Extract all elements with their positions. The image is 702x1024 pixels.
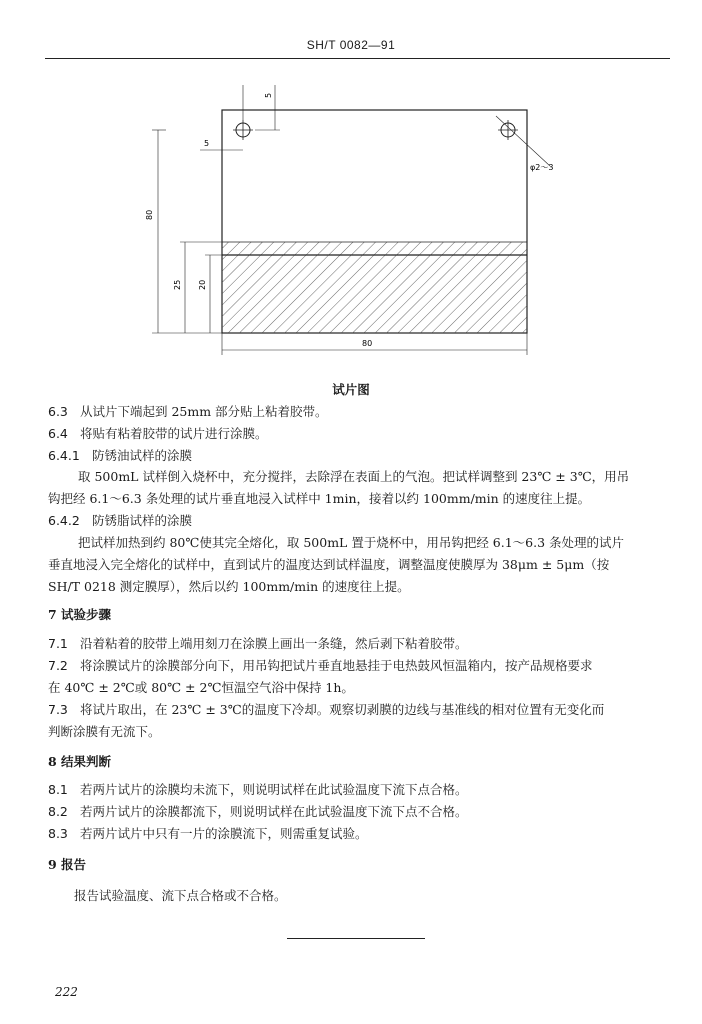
section-9-title: 9 报告: [48, 857, 87, 872]
para-6-3: 6.3 从试片下端起到 25mm 部分贴上粘着胶带。: [48, 404, 328, 419]
item-8-1: 8.1 若两片试片的涂膜均未流下，则说明试样在此试验温度下流下点合格。: [48, 782, 468, 797]
item-7-1: 7.1 沿着粘着的胶带上端用刻刀在涂膜上画出一条缝，然后剥下粘着胶带。: [48, 636, 468, 651]
header-rule: [45, 58, 670, 59]
section-7-title: 7 试验步骤: [48, 607, 112, 622]
page-number: 222: [55, 985, 78, 999]
item-7-2-cont: 在 40℃ ± 2℃或 80℃ ± 2℃恒温空气浴中保持 1h。: [48, 680, 354, 695]
para-6-4-1: 6.4.1 防锈油试样的涂膜: [48, 448, 193, 463]
hole-label: φ2～3: [530, 163, 554, 172]
para-6-4-2: 6.4.2 防锈脂试样的涂膜: [48, 513, 193, 528]
section-9-body: 报告试验温度、流下点合格或不合格。: [74, 888, 287, 903]
para-6-4-1-body-2: 钩把经 6.1～6.3 条处理的试片垂直地浸入试样中 1min，接着以约 100mm/min 的速度往上提。: [48, 491, 591, 506]
para-6-4-2-body-2: 垂直地浸入完全熔化的试样中，直到试片的温度达到试样温度，调整温度使膜厚为 38μm ± 5μm（按: [48, 557, 610, 572]
hole-right: [498, 120, 518, 140]
page-header: SH/T 0082—91: [306, 38, 396, 52]
item-8-3: 8.3 若两片试片中只有一片的涂膜流下，则需重复试验。: [48, 826, 368, 841]
end-rule: [287, 938, 425, 939]
dim-width: 80: [362, 339, 373, 348]
para-6-4: 6.4 将贴有粘着胶带的试片进行涂膜。: [48, 426, 268, 441]
para-6-4-2-body-1: 把试样加热到约 80℃使其完全熔化，取 500mL 置于烧杯中，用吊钩把经 6.1～6.3 条处理的试片: [78, 535, 625, 550]
dim-coat: 20: [198, 279, 207, 290]
para-6-4-1-body-1: 取 500mL 试样倒入烧杯中，充分搅拌，去除浮在表面上的气泡。把试样调整到 23℃ ± 3℃，用吊: [78, 469, 630, 484]
para-6-4-2-body-3: SH/T 0218 测定膜厚），然后以约 100mm/min 的速度往上提。: [48, 579, 410, 594]
item-7-3: 7.3 将试片取出，在 23℃ ± 3℃的温度下冷却。观察切剥膜的边线与基准线的相对位置有无变化而: [48, 702, 605, 717]
hole-left: [233, 120, 253, 140]
dim-top-offset: 5: [264, 92, 273, 98]
figure-caption: 试片图: [332, 382, 370, 397]
specimen-figure: [130, 80, 554, 370]
item-7-3-cont: 判断涂膜有无流下。: [48, 724, 161, 739]
tape-region: [222, 242, 527, 333]
dim-tape: 25: [173, 279, 182, 290]
dim-height: 80: [145, 209, 154, 220]
item-7-2: 7.2 将涂膜试片的涂膜部分向下，用吊钩把试片垂直地悬挂于电热鼓风恒温箱内，按产品规格要求: [48, 658, 593, 673]
item-8-2: 8.2 若两片试片的涂膜都流下，则说明试样在此试验温度下流下点不合格。: [48, 804, 468, 819]
dim-left-offset: 5: [204, 139, 210, 148]
section-8-title: 8 结果判断: [48, 754, 112, 769]
